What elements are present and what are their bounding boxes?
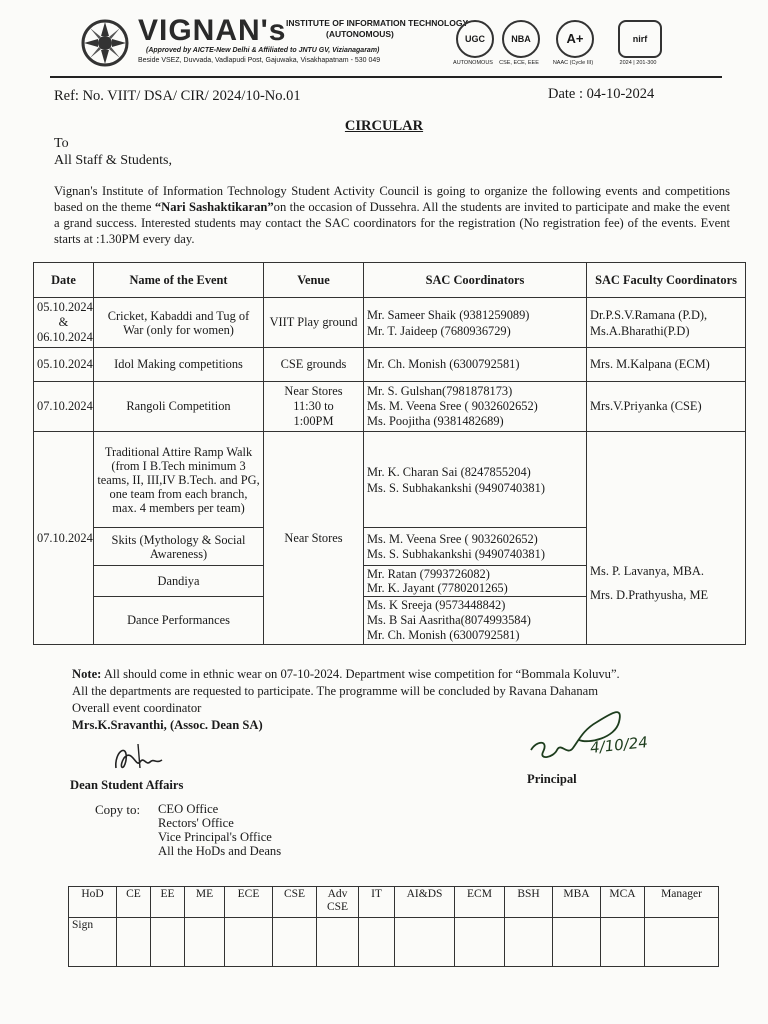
cell-date: 05.10.2024 & 06.10.2024	[34, 298, 94, 348]
badge-caption: NAAC (Cycle III)	[552, 60, 594, 66]
copy-to-label: Copy to:	[95, 802, 141, 817]
note-line4: Mrs.K.Sravanthi, (Assoc. Dean SA)	[72, 718, 263, 732]
dept-cse: CSE	[273, 887, 317, 918]
table-row	[34, 348, 746, 382]
sign-cell	[601, 918, 645, 967]
cell-venue: Near Stores	[264, 432, 364, 645]
naac-badge-icon: A+	[556, 20, 594, 58]
cell-event: Idol Making competitions	[94, 348, 264, 382]
body-part2: on the occasion of Dussehra. All the students are invited to participate and make the event a grand success. Interested students may contact the SAC coordinators for the registration (No registration fee) of the events. Event starts at :1.30PM every day.	[54, 200, 730, 246]
institute-logo	[80, 18, 130, 68]
sign-cell	[317, 918, 359, 967]
cell-faculty: Mrs.V.Priyanka (CSE)	[587, 382, 746, 432]
sign-cell	[645, 918, 719, 967]
dept-ce: CE	[117, 887, 151, 918]
note-line1	[72, 666, 742, 683]
dept-it: IT	[359, 887, 395, 918]
circular-body	[54, 183, 730, 247]
cell-event: Rangoli Competition	[94, 382, 264, 432]
dept-ee: EE	[151, 887, 185, 918]
cell-date: 07.10.2024	[34, 382, 94, 432]
nirf-badge-icon: nirf	[618, 20, 662, 58]
note-line2: All the departments are requested to participate. The programme will be concluded by Ravana Dahanam	[72, 684, 599, 698]
dept-adv-cse: Adv CSE	[317, 887, 359, 918]
institute-subtitle	[286, 18, 468, 40]
list-item: CEO Office	[158, 802, 219, 816]
note-label: Note:	[72, 667, 102, 681]
inst-line1: INSTITUTE OF INFORMATION TECHNOLOGY	[286, 18, 469, 28]
body-part1: Vignan's Institute of Information Technology Student Activity Council is going to organize the following events and competitions based on the theme	[54, 184, 730, 214]
sign-cell	[185, 918, 225, 967]
sign-row-label: Sign	[69, 918, 117, 967]
dept-ece: ECE	[225, 887, 273, 918]
dept-aids: AI&DS	[395, 887, 455, 918]
cell-coordinators: Mr. S. Gulshan(7981878173) Ms. M. Veena Sree ( 9032602652) Ms. Poojitha (9381482689)	[364, 382, 587, 432]
nba-badge-icon: NBA	[502, 20, 540, 58]
cell-faculty: Mrs. M.Kalpana (ECM)	[587, 348, 746, 382]
cell-coordinators: Ms. M. Veena Sree ( 9032602652) Ms. S. Subhakankshi (9490740381)	[364, 528, 587, 566]
cell-event: Dandiya	[94, 566, 264, 597]
sign-cell	[395, 918, 455, 967]
inst-line2: (AUTONOMOUS)	[326, 29, 394, 39]
theme-name: “Nari Sashaktikaran”	[154, 200, 274, 214]
sign-cell	[273, 918, 317, 967]
table-header-row	[34, 263, 746, 298]
principal-sign-date: 4/10/24	[589, 733, 649, 757]
col-header-faculty: SAC Faculty Coordinators	[587, 263, 746, 298]
dept-mba: MBA	[553, 887, 601, 918]
note-line3: Overall event coordinator	[72, 701, 202, 715]
page-title: CIRCULAR	[344, 118, 424, 134]
note-text1: All should come in ethnic wear on 07-10-2024. Department wise competition for “Bommala Koluvu”.	[101, 667, 620, 681]
dept-ecm: ECM	[455, 887, 505, 918]
dept-me: ME	[185, 887, 225, 918]
address-line: Beside VSEZ, Duvvada, Vadlapudi Post, Gajuwaka, Visakhapatnam - 530 049	[138, 57, 381, 64]
sign-cell	[505, 918, 553, 967]
dept-hod: HoD	[69, 887, 117, 918]
events-table	[33, 262, 746, 645]
sign-cell	[151, 918, 185, 967]
sign-cell	[553, 918, 601, 967]
cell-coordinators: Mr. Ratan (7993726082) Mr. K. Jayant (7780201265)	[364, 566, 587, 597]
badge-caption: 2024 | 201-300	[619, 60, 657, 66]
table-row	[34, 432, 746, 528]
sign-cell	[117, 918, 151, 967]
dept-manager: Manager	[645, 887, 719, 918]
cell-event: Traditional Attire Ramp Walk (from I B.Tech minimum 3 teams, II, III,IV B.Tech. and PG, one team from each branch, max. 4 members per team)	[94, 432, 264, 528]
badge-caption: AUTONOMOUS	[453, 60, 493, 66]
badge-caption: CSE, ECE, EEE	[499, 60, 539, 66]
ugc-emblem-icon: UGC	[456, 20, 494, 58]
cell-coordinators: Ms. K Sreeja (9573448842) Ms. B Sai Aasritha(8074993584) Mr. Ch. Monish (6300792581)	[364, 597, 587, 645]
table-row	[34, 298, 746, 348]
approval-line: (Approved by AICTE-New Delhi & Affiliated to JNTU GV, Vizianagaram)	[146, 47, 380, 54]
sign-cell	[455, 918, 505, 967]
table-row	[34, 382, 746, 432]
cell-faculty: Ms. P. Lavanya, MBA. Mrs. D.Prathyusha, ME	[587, 432, 746, 645]
to-label: To	[54, 136, 69, 151]
principal-title: Principal	[527, 772, 577, 786]
dept-bsh: BSH	[505, 887, 553, 918]
list-item: All the HoDs and Deans	[158, 844, 282, 858]
cell-event: Dance Performances	[94, 597, 264, 645]
sign-header-row	[69, 887, 719, 918]
reference-number: Ref: No. VIIT/ DSA/ CIR/ 2024/10-No.01	[54, 88, 301, 104]
dean-signature-icon	[110, 738, 170, 778]
cell-venue: Near Stores 11:30 to 1:00PM	[264, 382, 364, 432]
cell-date: 05.10.2024	[34, 348, 94, 382]
cell-coordinators: Mr. K. Charan Sai (8247855204) Ms. S. Subhakankshi (9490740381)	[364, 432, 587, 528]
cell-event: Skits (Mythology & Social Awareness)	[94, 528, 264, 566]
col-header-venue: Venue	[264, 263, 364, 298]
col-header-event: Name of the Event	[94, 263, 264, 298]
sign-row	[69, 918, 719, 967]
list-item: Vice Principal's Office	[158, 830, 272, 844]
cell-date: 07.10.2024	[34, 432, 94, 645]
cell-venue: CSE grounds	[264, 348, 364, 382]
list-item: Rectors' Office	[158, 816, 234, 830]
cell-faculty: Dr.P.S.V.Ramana (P.D), Ms.A.Bharathi(P.D)	[587, 298, 746, 348]
cell-coordinators: Mr. Ch. Monish (6300792581)	[364, 348, 587, 382]
col-header-coordinators: SAC Coordinators	[364, 263, 587, 298]
cell-venue: VIIT Play ground	[264, 298, 364, 348]
institute-name: VIGNAN's	[138, 14, 287, 47]
sign-cell	[225, 918, 273, 967]
dept-mca: MCA	[601, 887, 645, 918]
circular-date: Date : 04-10-2024	[548, 86, 655, 102]
header-divider	[50, 76, 722, 78]
recipients: All Staff & Students,	[54, 153, 172, 168]
copy-to-list	[158, 802, 281, 858]
cell-event: Cricket, Kabaddi and Tug of War (only for women)	[94, 298, 264, 348]
hod-sign-table	[68, 886, 719, 967]
col-header-date: Date	[34, 263, 94, 298]
sign-cell	[359, 918, 395, 967]
dean-title: Dean Student Affairs	[70, 778, 184, 792]
cell-coordinators: Mr. Sameer Shaik (9381259089) Mr. T. Jaideep (7680936729)	[364, 298, 587, 348]
